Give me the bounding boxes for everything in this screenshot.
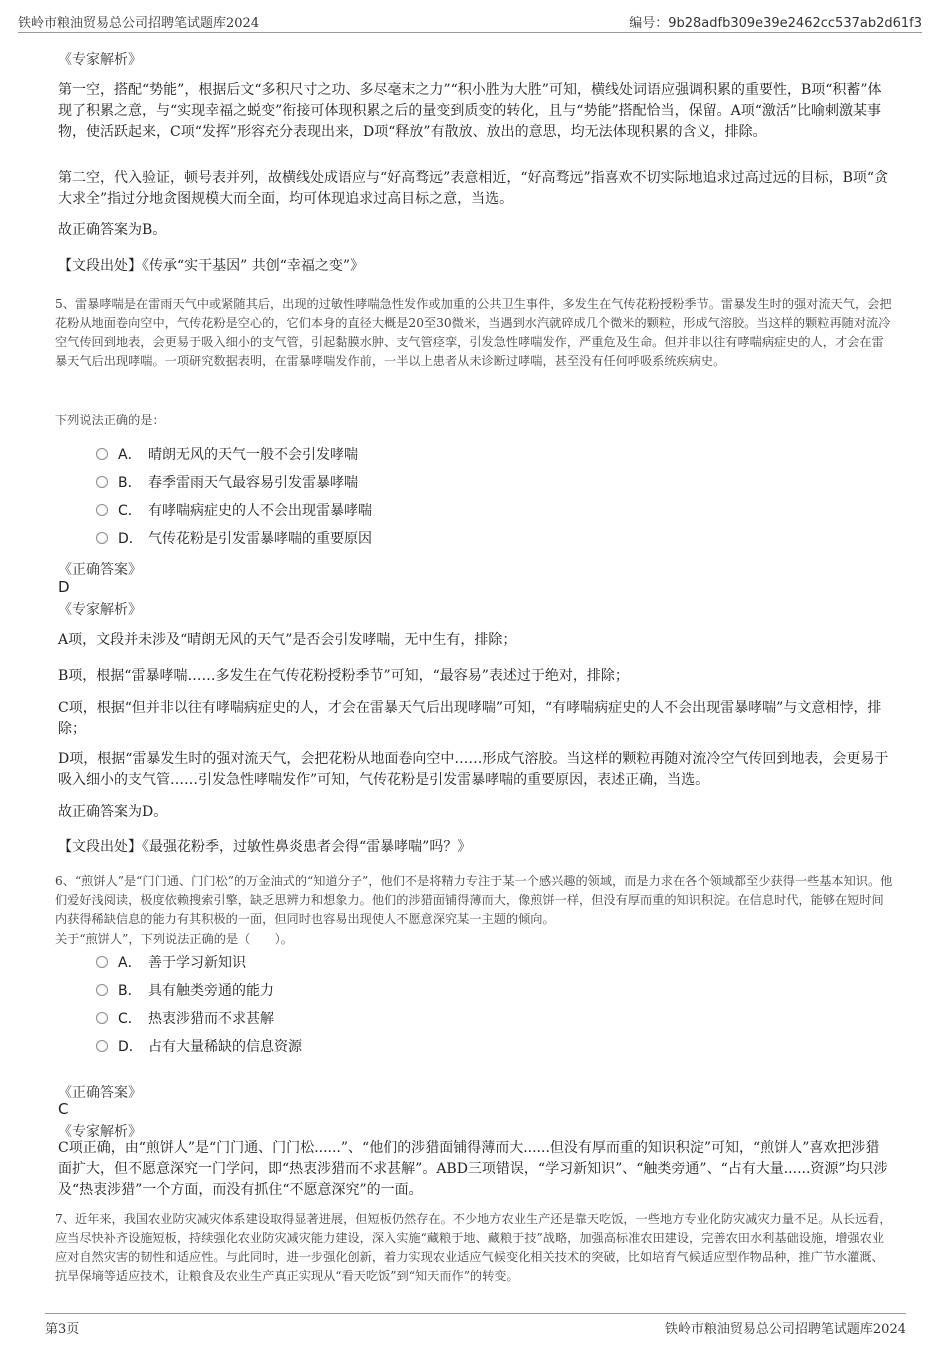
q5-option-d[interactable] [96,528,372,550]
q5-question: 下列说法正确的是： [55,413,165,427]
q6-option-c[interactable] [96,1008,274,1030]
q4-analysis-para2: 第二空，代入验证，顿号表并列，故横线处成语应与“好高骛远”表意相近，“好高骛远”指喜欢不切实际地追求过高过远的目标，B项“贪大求全”指过分地贪图规模大而全面，均可体现追求过高目标之意，当选。 [58,170,889,207]
q6-question: 关于“煎饼人”，下列说法正确的是（ ）。 [55,932,293,946]
option-letter: D． [118,531,143,547]
q4-source: 【文段出处】《传承“实干基因” 共创“幸福之变”》 [58,258,365,274]
header-document-id: 编号：9b28adfb309e39e2462cc537ab2d61f3 [629,16,922,31]
q6-answer: C [58,1100,69,1118]
footer-title: 铁岭市粮油贸易总公司招聘笔试题库2024 [664,1322,906,1337]
option-text: 气传花粉是引发雷暴哮喘的重要原因 [148,531,372,547]
radio-icon[interactable] [96,532,108,544]
option-letter: A． [118,447,142,463]
q5-answer: D [58,578,70,596]
radio-icon[interactable] [96,1040,108,1052]
option-text: 热衷涉猎而不求甚解 [148,1011,274,1027]
page-footer [45,1313,906,1336]
q6-passage: 6、“煎饼人”是“门门通、门门松”的万金油式的“知道分子”，他们不是将精力专注于某一个感兴趣的领域，而是力求在各个领域都至少获得一些基本知识。他们爱好浅阅读，极度依赖搜索引擎，缺乏思辨力和想象力。他们的涉猎面铺得薄而大，像煎饼一样，但没有厚而重的知识积淀。在信息时代，能够在短时间内获得稀缺信息的能力有其积极的一面，但同时也容易出现使人不愿意深究某一主题的倾向。 [55,874,893,926]
q5-passage: 5、雷暴哮喘是在雷雨天气中或紧随其后，出现的过敏性哮喘急性发作或加重的公共卫生事件，多发生在气传花粉授粉季节。雷暴发生时的强对流天气，会把花粉从地面卷向空中，气传花粉是空心的，它们本身的直径大概是20至30微米，当遇到水汽就碎成几个微米的颗粒，形成气溶胶。当这样的颗粒再随对流冷空气传回到地表，会更易于吸入细小的支气管，引起黏膜水肿、支气管痉挛，引发急性哮喘发作，严重危及生命。但并非以往有哮喘病症史的人，才会在雷暴天气后出现哮喘。一项研究数据表明，在雷暴哮喘发作前，一半以上患者从未诊断过哮喘，甚至没有任何呼吸系统疾病史。 [55,297,892,368]
q6-option-d[interactable] [96,1036,302,1058]
option-text: 占有大量稀缺的信息资源 [148,1039,302,1055]
radio-icon[interactable] [96,956,108,968]
q5-analysis-c: C项，根据“但并非以往有哮喘病症史的人，才会在雷暴天气后出现哮喘”可知，“有哮喘病症史的人不会出现雷暴哮喘”与文意相悖，排除； [58,700,882,737]
radio-icon[interactable] [96,448,108,460]
q6-option-b[interactable] [96,980,274,1002]
q6-answer-label: 《正确答案》 [58,1085,142,1101]
header-title: 铁岭市粮油贸易总公司招聘笔试题库2024 [18,16,260,31]
q5-conclusion: 故正确答案为D。 [58,804,168,820]
radio-icon[interactable] [96,504,108,516]
option-text: 春季雷雨天气最容易引发雷暴哮喘 [148,475,358,491]
radio-icon[interactable] [96,984,108,996]
option-letter: B． [118,475,142,491]
q5-analysis-a: A项，文段并未涉及“晴朗无风的天气”是否会引发哮喘，无中生有，排除； [58,632,517,648]
option-text: 晴朗无风的天气一般不会引发哮喘 [148,447,358,463]
q4-conclusion: 故正确答案为B。 [58,222,167,238]
q5-option-c[interactable] [96,500,372,522]
q6-analysis: C项正确，由“煎饼人”是“门门通、门门松......”、“他们的涉猎面铺得薄而大......但没有厚而重的知识积淀”可知，“煎饼人”喜欢把涉猎面扩大，但不愿意深究一门学问，即“热衷涉猎而不求甚解”。ABD三项错误，“学习新知识”、“触类旁通”、“占有大量......资源”均只涉及“热衷涉猎”一个方面，而没有抓住“不愿意深究”的一面。 [58,1140,888,1198]
option-letter: A． [118,955,142,971]
footer-page-number: 第3页 [45,1322,80,1337]
q6-option-a[interactable] [96,952,246,974]
option-letter: C． [118,503,142,519]
q5-analysis-d: D项，根据“雷暴发生时的强对流天气，会把花粉从地面卷向空中……形成气溶胶。当这样的颗粒再随对流冷空气传回到地表，会更易于吸入细小的支气管……引发急性哮喘发作”可知，气传花粉是引发雷暴哮喘的重要原因，表述正确，当选。 [58,751,889,788]
q4-analysis-label: 《专家解析》 [58,52,142,68]
page-header [18,10,922,33]
q6-analysis-label: 《专家解析》 [58,1124,142,1140]
option-text: 善于学习新知识 [148,955,246,971]
q5-option-a[interactable] [96,444,358,466]
q5-analysis-b: B项，根据“雷暴哮喘……多发生在气传花粉授粉季节”可知，“最容易”表述过于绝对，排除； [58,668,629,684]
radio-icon[interactable] [96,476,108,488]
radio-icon[interactable] [96,1012,108,1024]
option-letter: D． [118,1039,143,1055]
q5-answer-label: 《正确答案》 [58,562,142,578]
option-letter: C． [118,1011,142,1027]
q5-source: 【文段出处】《最强花粉季，过敏性鼻炎患者会得“雷暴哮喘”吗？》 [58,839,472,855]
q5-option-b[interactable] [96,472,358,494]
q5-analysis-label: 《专家解析》 [58,602,142,618]
option-text: 有哮喘病症史的人不会出现雷暴哮喘 [148,503,372,519]
option-text: 具有触类旁通的能力 [148,983,274,999]
q4-analysis-para1: 第一空，搭配“势能”，根据后文“多积尺寸之功、多尽毫末之力”“积小胜为大胜”可知，横线处词语应强调积累的重要性，B项“积蓄”体现了积累之意，与“实现幸福之蜕变”衔接可体现积累之后的量变到质变的转化，且与“势能”搭配恰当，保留。A项“激活”比喻刺激某事物，使活跃起来，C项“发挥”形容充分表现出来，D项“释放”有散放、放出的意思，均无法体现积累的含义，排除。 [58,82,882,140]
q7-passage: 7、近年来，我国农业防灾减灾体系建设取得显著进展，但短板仍然存在。不少地方农业生产还是靠天吃饭，一些地方专业化防灾减灾力量不足。从长远看，应当尽快补齐设施短板，持续强化农业防灾减灾能力建设，深入实施“藏粮于地、藏粮于技”战略，加强高标准农田建设，完善农田水利基础设施，增强农业应对自然灾害的韧性和适应性。与此同时，进一步强化创新，着力实现农业适应气候变化相关技术的突破，比如培育气候适应型作物品种，推广节水灌溉、抗旱保墒等适应技术，让粮食及农业生产真正实现从“看天吃饭”到“知天而作”的转变。 [55,1212,892,1283]
option-letter: B． [118,983,142,999]
